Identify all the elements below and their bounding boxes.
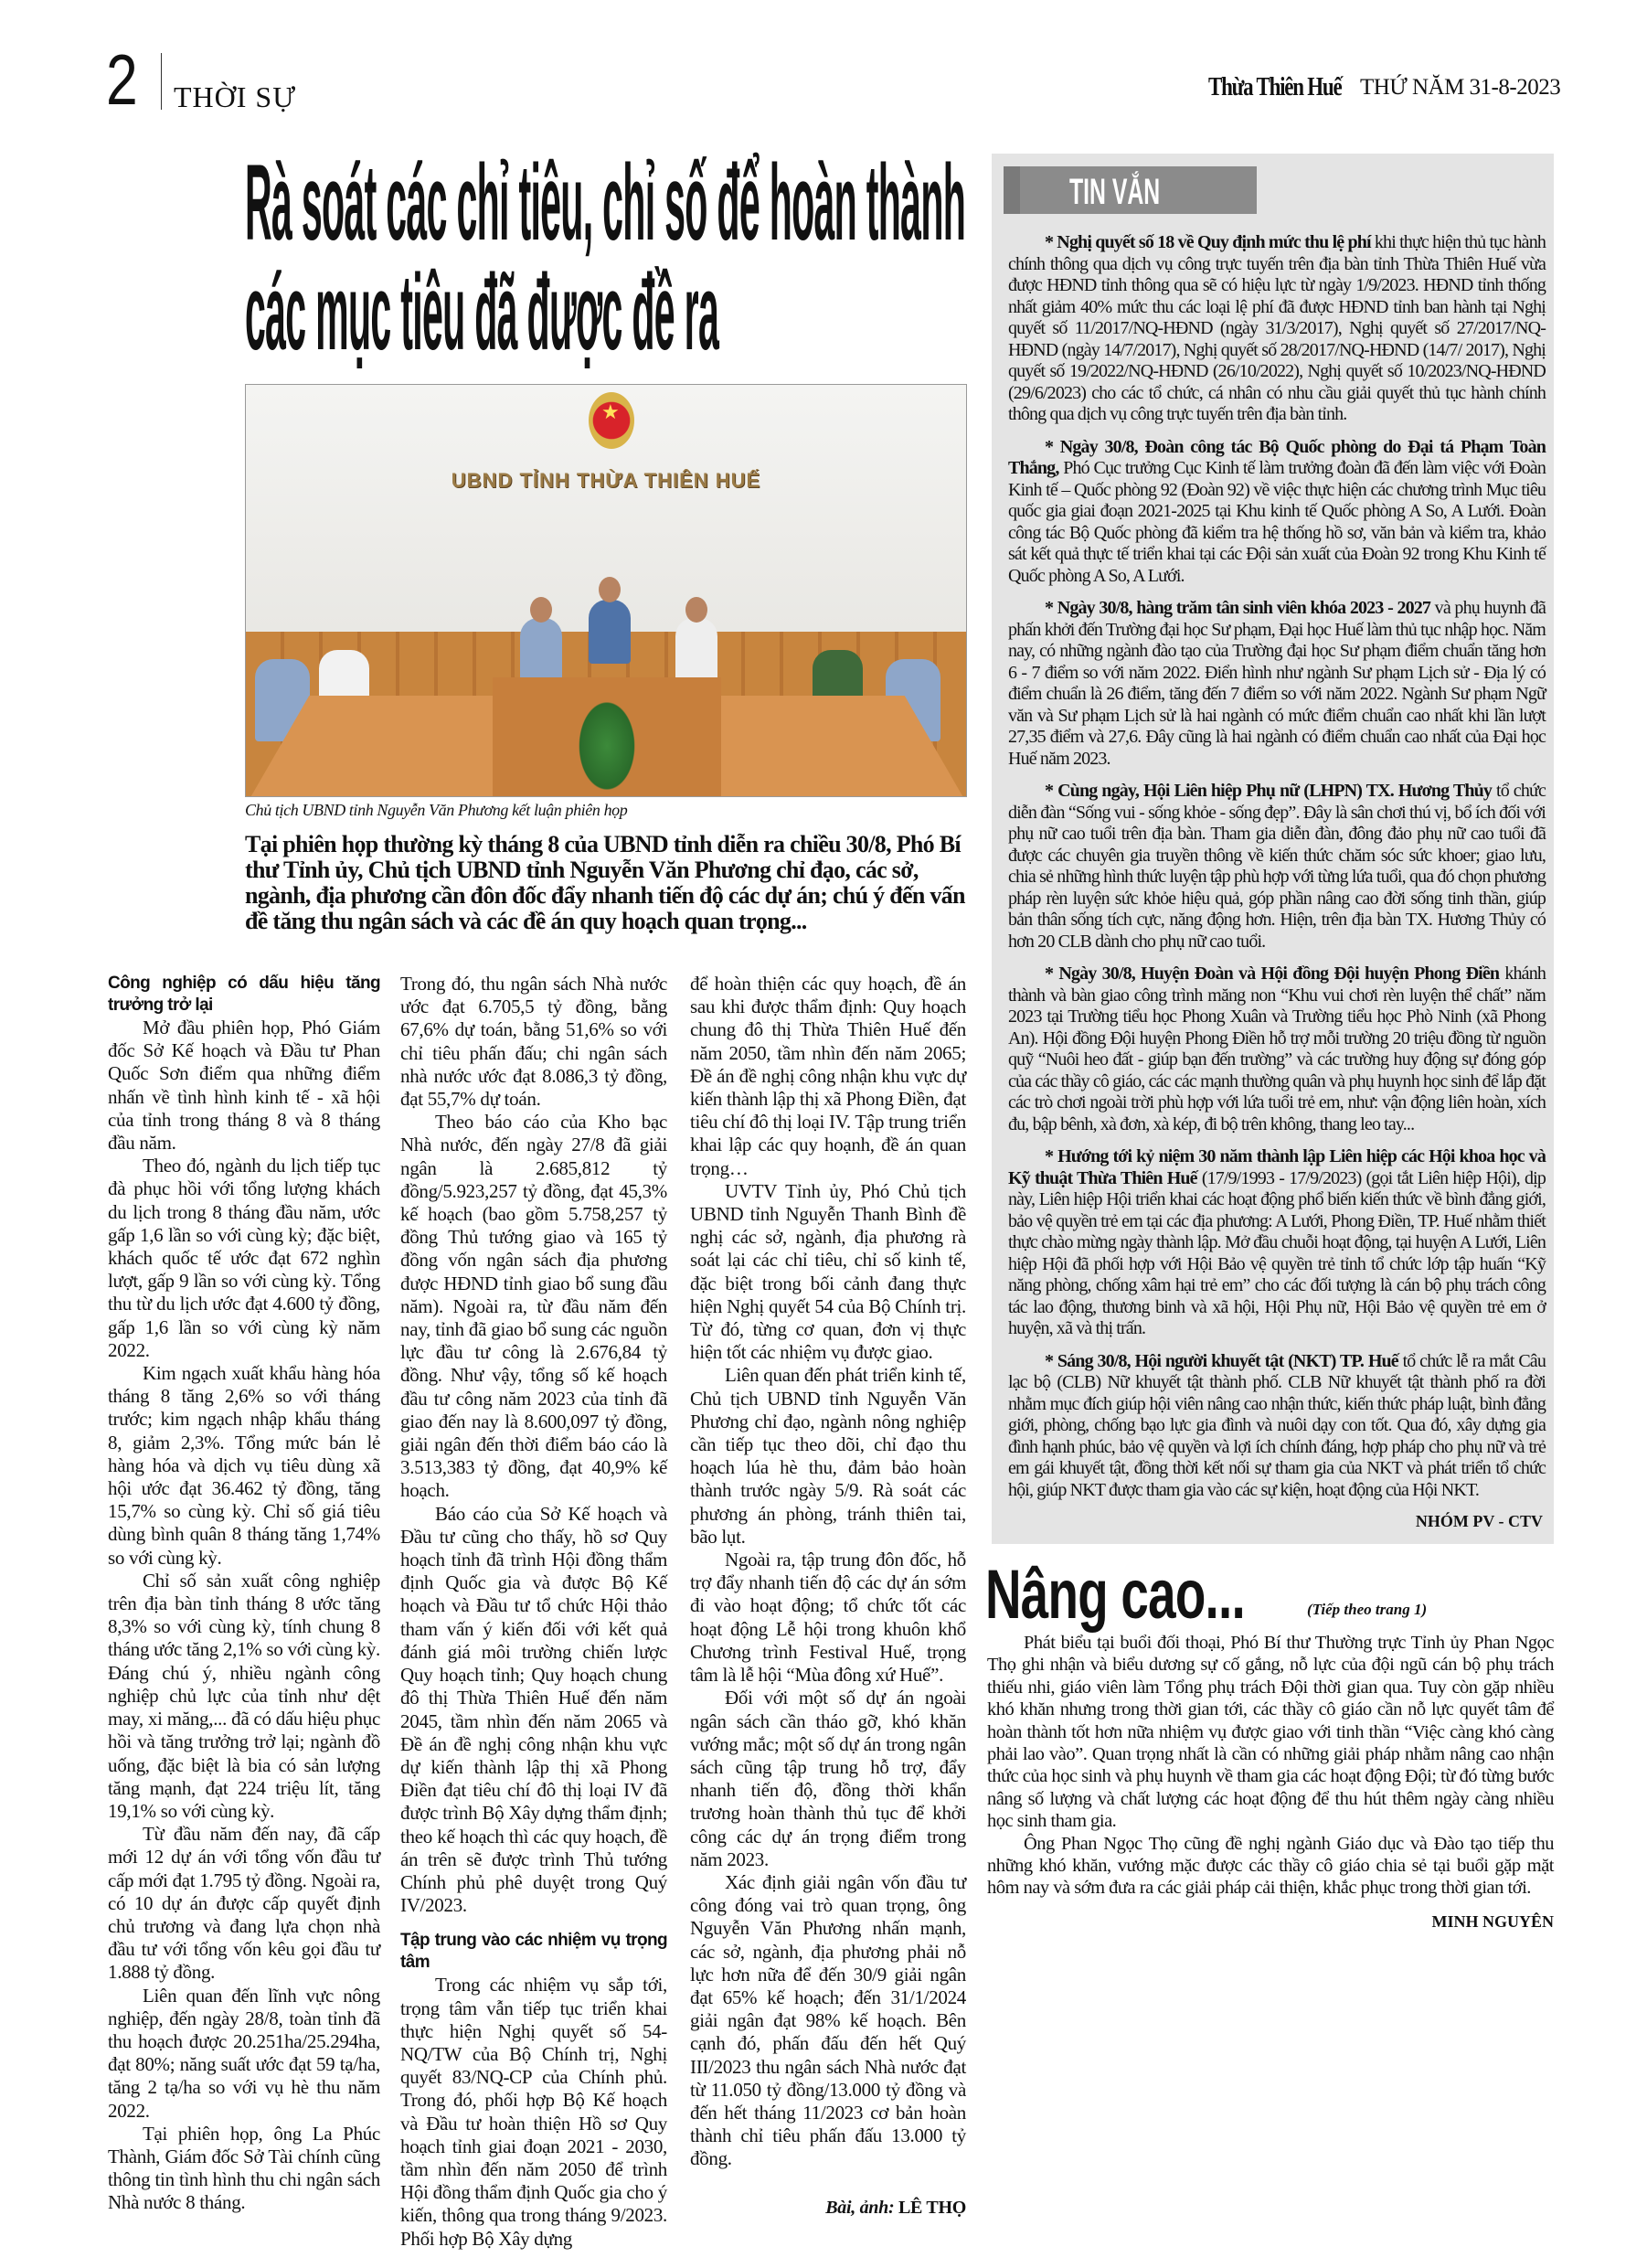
photo-wall-sign: UBND TỈNH THỪA THIÊN HUẾ <box>451 469 761 492</box>
speaker-figure <box>589 600 631 664</box>
news-briefs-signature: NHÓM PV - CTV <box>1415 1512 1543 1530</box>
news-briefs-title: TIN VẮN <box>1069 172 1161 212</box>
headline-line-2: các mục tiêu đã được đề ra <box>245 252 719 373</box>
paragraph: Phát biểu tại buổi đối thoại, Phó Bí thư Thường trực Tỉnh ủy Phan Ngọc Thọ ghi nhận và biểu dương sự cố gắng, nỗ lực của đội ngũ cán bộ phụ trách thiếu nhi, giáo viên làm Tổng phụ trách Đội thời gian qua. Tuy còn gặp nhiều khó khăn nhưng trong thời gian tới, các thầy cô giáo cần nỗ lực quyết tâm để hoàn thành tốt hơn nữa nhiệm vụ được giao với tinh thần “Việc càng khó càng phải lao vào”. Quan trọng nhất là cần có những giải pháp nhằm nâng cao nhận thức của học sinh và phụ huynh về tham gia các hoạt động Đội; từ đó từng bước nâng số lượng và chất lượng các hoạt động để thu hút thêm ngày càng nhiều học sinh tham gia. <box>987 1633 1554 1832</box>
byline-name: LÊ THỌ <box>898 2197 966 2218</box>
news-briefs-tab <box>1004 166 1257 214</box>
brief-item: * Nghị quyết số 18 về Quy định mức thu lệ phí khi thực hiện thủ tục hành chính thông qua dịch vụ công trực tuyến trên địa bàn tỉnh Thừa Thiên Huế vừa được HĐND tỉnh thông qua sẽ có hiệu lực từ ngày 1/9/2023. HĐND tỉnh thống nhất giảm 40% mức thu các loại lệ phí đã được HĐND tỉnh ban hành tại Nghị quyết số 11/2017/NQ-HĐND (ngày 31/3/2017), Nghị quyết số 27/2017/NQ-HĐND (ngày 14/7/2017), Nghị quyết số 28/2017/NQ-HĐND (14/7/ 2017), Nghị quyết số 19/2022/NQ-HĐND (26/10/2022), Nghị quyết số 10/2023/NQ-HĐND (29/6/2023) cho các tổ chức, cá nhân có nhu cầu giải quyết thủ tục hành chính thông qua dịch vụ công trực tuyến trên địa bàn tỉnh. <box>1008 232 1546 424</box>
paragraph: Chỉ số sản xuất công nghiệp trên địa bàn tỉnh tháng 8 ước tăng 8,3% so với cùng kỳ, tính chung 8 tháng ước tăng 2,1% so với cùng kỳ. Đáng chú ý, nhiều ngành công nghiệp chủ lực của tỉnh như dệt may, xi măng,... đã có dấu hiệu phục hồi và tăng trưởng trở lại; ngành đồ uống, đặc biệt là bia có sản lượng tăng mạnh, đạt 224 triệu lít, tăng 19,1% so với cùng kỳ. <box>108 1569 380 1822</box>
plant <box>575 696 639 796</box>
brief-item: * Ngày 30/8, Huyện Đoàn và Hội đồng Đội huyện Phong Điền khánh thành và bàn giao công trình măng non “Khu vui chơi rèn luyện thể chất” năm 2023 tại Trường tiểu học Phong Xuân và Trường tiểu học Phò Ninh (xã Phong An). Hội đồng Đội huyện Phong Điền hỗ trợ mỗi trường 20 triệu đồng từ nguồn quỹ “Nuôi heo đất - giúp bạn đến trường” và các trường huy động sự đóng góp của các thầy cô giáo, các các mạnh thường quân và phụ huynh học sinh để lắp đặt các trò chơi ngoài trời phù hợp với lứa tuổi trẻ em, như: vận động liên hoàn, xích đu, bập bênh, xà đơn, xà kép, đi bộ trên không, thang leo tay... <box>1008 964 1546 1134</box>
issue-date: THỨ NĂM 31-8-2023 <box>1360 75 1561 100</box>
national-emblem-icon: ★ <box>589 392 634 449</box>
brief-item: * Cùng ngày, Hội Liên hiệp Phụ nữ (LHPN) TX. Hương Thủy tổ chức diễn đàn “Sống vui - sống khỏe - sống đẹp”. Đây là sân chơi thú vị, bổ ích đối với phụ nữ cao tuổi trên địa bàn. Tham gia diễn đàn, đông đảo phụ nữ cao tuổi đã được các chuyên gia truyền thông về kiến thức chăm sóc sức khoer; giao lưu, chia sẻ những hình thức luyện tập phù hợp với từng lứa tuổi, qua đó chọn phương pháp rèn luyện sức khỏe hiệu quả, góp phần nâng cao đời sống tinh thần, giúp bản thân sống tích cực, năng động hơn. Hiện, trên địa bàn TX. Hương Thủy có hơn 20 CLB dành cho phụ nữ cao tuổi. <box>1008 781 1546 952</box>
masthead: Thừa Thiên Huế <box>1208 73 1342 101</box>
article-photo <box>245 384 967 797</box>
paragraph: Xác định giải ngân vốn đầu tư công đóng vai trò quan trọng, ông Nguyễn Văn Phương nhấn mạnh, các sở, ngành, địa phương phải nỗ lực hơn nữa để đến 30/9 giải ngân đạt 65% kế hoạch; đến 31/1/2024 giải ngân đạt 98% kế hoạch. Bên cạnh đó, phấn đấu đến hết Quý III/2023 thu ngân sách Nhà nước đạt từ 11.050 tỷ đồng/13.000 tỷ đồng và đến hết tháng 11/2023 cơ bản hoàn thành chỉ tiêu phấn đấu 13.000 tỷ đồng. <box>690 1870 966 2170</box>
paragraph: Báo cáo của Sở Kế hoạch và Đầu tư cũng cho thấy, hồ sơ Quy hoạch tỉnh đã trình Hội đồng thẩm định Quốc gia và được Bộ Kế hoạch và Đầu tư tổ chức Hội thảo tham vấn ý kiến đối với kết quả đánh giá môi trường chiến lược Quy hoạch tỉnh; Quy hoạch chung đô thị Thừa Thiên Huế đến năm 2045, tầm nhìn đến năm 2065 và Đề án đề nghị công nhận khu vực dự kiến thành lập thị xã Phong Điền đạt tiêu chí đô thị loại IV đã được trình Bộ Xây dựng thẩm định; theo kế hoạch thì các quy hoạch, đề án trên sẽ được trình Thủ tướng Chính phủ phê duyệt trong Quý IV/2023. <box>400 1502 667 1917</box>
continued-from-note: (Tiếp theo trang 1) <box>1307 1601 1428 1618</box>
paragraph: Trong đó, thu ngân sách Nhà nước ước đạt 6.705,5 tỷ đồng, bằng 67,6% dự toán, bằng 51,6% so với chỉ tiêu phấn đấu; chi ngân sách nhà nước ước đạt 8.086,3 tỷ đồng, đạt 55,7% dự toán. <box>400 973 667 1111</box>
news-briefs-list <box>1008 232 1546 1501</box>
paragraph: Liên quan đến lĩnh vực nông nghiệp, đến ngày 28/8, toàn tỉnh đã thu hoạch được 20.251ha/25.294ha, đạt 80%; năng suất ước đạt 59 tạ/ha, tăng 2 tạ/ha so với vụ hè thu năm 2022. <box>108 1984 380 2122</box>
continued-article <box>985 1556 1554 1932</box>
subheading: Tập trung vào các nhiệm vụ trọng tâm <box>400 1931 667 1973</box>
section-name: THỜI SỰ <box>174 80 297 113</box>
paragraph: Đối với một số dự án ngoài ngân sách cần tháo gỡ, khó khăn vướng mắc; một số dự án trong ngân sách cũng tập trung hỗ trợ, đẩy nhanh tiến độ, đồng thời khẩn trương hoàn thành thủ tục để khởi công các dự án trọng điểm trong năm 2023. <box>690 1687 966 1870</box>
subheading: Công nghiệp có dấu hiệu tăng trưởng trở lại <box>108 974 380 1015</box>
article-lead: Tại phiên họp thường kỳ tháng 8 của UBND tỉnh diễn ra chiều 30/8, Phó Bí thư Tỉnh ủy, Chủ tịch UBND tỉnh Nguyễn Văn Phương chỉ đạo, các sở, ngành, địa phương cần đôn đốc đẩy nhanh tiến độ các dự án; chú ý đến vấn đề tăng thu ngân sách và các đề án quy hoạch quan trọng... <box>245 831 965 934</box>
paragraph: Trong các nhiệm vụ sắp tới, trọng tâm vẫn tiếp tục triển khai thực hiện Nghị quyết số 54-NQ/TW của Bộ Chính trị, Nghị quyết 83/NQ-CP của Chính phủ. Trong đó, phối hợp Bộ Kế hoạch và Đầu tư hoàn thiện Hồ sơ Quy hoạch tỉnh giai đoạn 2021 - 2030, tầm nhìn đến năm 2050 để trình Hội đồng thẩm định Quốc gia cho ý kiến, thông qua trong tháng 9/2023. Phối hợp Bộ Xây dựng <box>400 1974 667 2250</box>
article-column-2 <box>400 973 667 2251</box>
brief-item: * Sáng 30/8, Hội người khuyết tật (NKT) TP. Huế tổ chức lễ ra mắt Câu lạc bộ (CLB) Nữ khuyết tật thành phố. CLB Nữ khuyết tật thành phố ra đời nhằm mục đích giúp hội viên nâng cao nhận thức, kiến thức pháp luật, bình đẳng giới, phòng, chống bạo lực gia đình và nuôi dạy con tốt. Qua đó, xây dựng gia đình hạnh phúc, bảo vệ quyền và lợi ích chính đáng, hợp pháp cho phụ nữ và trẻ em gái khuyết tật, đồng thời kết nối sự tham gia của NKT và phát triển tổ chức hội, giúp NKT được tham gia vào các sự kiện, hoạt động của Hội NKT. <box>1008 1350 1546 1500</box>
paragraph: Theo đó, ngành du lịch tiếp tục đà phục hồi với tổng lượng khách du lịch trong 8 tháng đầu năm, ước gấp 1,6 lần so với cùng kỳ; đặc biệt, khách quốc tế ước đạt 672 nghìn lượt, gấp 9 lần so với cùng kỳ. Tổng thu từ du lịch ước đạt 4.600 tỷ đồng, gấp 1,6 lần so với cùng kỳ năm 2022. <box>108 1155 380 1361</box>
attendee-figure <box>675 618 717 682</box>
headline-line-1: Rà soát các chỉ tiêu, chỉ số để hoàn thành <box>245 143 966 263</box>
brief-item: * Hướng tới kỷ niệm 30 năm thành lập Liên hiệp các Hội khoa học và Kỹ thuật Thừa Thiên Huế (17/9/1993 - 17/9/2023) (gọi tắt Liên hiệp Hội), dịp này, Liên hiệp Hội triển khai các hoạt động phổ biến kiến thức về bình đẳng giới, bảo vệ quyền trẻ em tại các địa phương: A Lưới, Phong Điền, TP. Huế nhằm thiết thực chào mừng ngày thành lập. Mở đầu chuỗi hoạt động, tại huyện A Lưới, Liên hiệp Hội đã phối hợp với Hội Bảo vệ quyền trẻ tỉnh tổ chức lớp tập huấn “Kỹ năng phòng, chống xâm hại trẻ em” cho các đối tượng là cán bộ phụ trách công tác lao động, thương binh và xã hội, Hội Phụ nữ, Hội Bảo vệ quyền trẻ em ở huyện, xã và thị trấn. <box>1008 1146 1546 1338</box>
paragraph: Kim ngạch xuất khẩu hàng hóa tháng 8 tăng 2,6% so với tháng trước; kim ngạch nhập khẩu tháng 8, giảm 2,3%. Tổng mức bán lẻ hàng hóa và dịch vụ tiêu dùng xã hội ước đạt 36.462 tỷ đồng, tăng 15,7% so cùng kỳ. Chỉ số giá tiêu dùng bình quân 8 tháng tăng 1,74% so với cùng kỳ. <box>108 1362 380 1569</box>
paragraph: Ngoài ra, tập trung đôn đốc, hỗ trợ đẩy nhanh tiến độ các dự án sớm đi vào hoạt động; tổ chức tốt các hoạt động Lễ hội trong khuôn khổ Chương trình Festival Huế, trọng tâm là lễ hội “Mùa đông xứ Huế”. <box>690 1549 966 1687</box>
paragraph: Từ đầu năm đến nay, đã cấp mới 12 dự án với tổng vốn đầu tư cấp mới đạt 1.795 tỷ đồng. Ngoài ra, có 10 dự án được cấp quyết định chủ trương và đang lựa chọn nhà đầu tư với tổng vốn kêu gọi đầu tư 1.888 tỷ đồng. <box>108 1823 380 1984</box>
header-divider <box>161 53 162 110</box>
article-column-3 <box>690 973 966 2220</box>
byline-label: Bài, ảnh: <box>825 2197 895 2218</box>
paragraph: Ông Phan Ngọc Thọ cũng đề nghị ngành Giáo dục và Đào tạo tiếp thu những khó khăn, vướng mặc được các thầy cô giáo chia sẻ tại buổi gặp mặt hôm nay và sớm đưa ra các giải pháp cải thiện, khắc phục trong thời gian tới. <box>987 1833 1554 1899</box>
continued-article-header <box>985 1556 1554 1634</box>
continued-article-body <box>987 1632 1554 1900</box>
article-column-1 <box>108 973 380 2215</box>
speaker-head <box>599 577 621 602</box>
brief-item: * Ngày 30/8, hàng trăm tân sinh viên khóa 2023 - 2027 và phụ huynh đã phấn khởi đến Trường đại học Sư phạm, Đại học Huế làm thủ tục nhập học. Năm nay, có những ngành đào tạo của Trường đại học Sư phạm điểm chuẩn tăng hơn 6 - 7 điểm so với năm 2022. Điển hình như ngành Sư phạm Lịch sử - Địa lý có điểm chuẩn là 26 điểm, tăng đến 7 điểm so với năm 2022. Ngành Sư phạm Ngữ văn và Sư phạm Lịch sử là hai ngành có mức điểm chuẩn cao nhất khi lần lượt 27,35 điểm và 27,6. Đây cũng là hai ngành có điểm chuẩn cao nhất của Đại học Huế năm 2023. <box>1008 598 1546 769</box>
attendee-figure <box>520 618 562 682</box>
paragraph: để hoàn thiện các quy hoạch, đề án sau khi được thẩm định: Quy hoạch chung đô thị Thừa Thiên Huế đến năm 2050, tầm nhìn đến năm 2065; Đề án đề nghị công nhận khu vực dự kiến thành lập thị xã Phong Điền, đạt tiêu chí đô thị loại IV. Tập trung triển khai lập các quy hoạnh, đề án quan trọng… <box>690 973 966 1179</box>
brief-item: * Ngày 30/8, Đoàn công tác Bộ Quốc phòng do Đại tá Phạm Toàn Thắng, Phó Cục trưởng Cục Kinh tế làm trưởng đoàn đã đến làm việc với Đoàn Kinh tế – Quốc phòng 92 (Đoàn 92) về việc thực hiện các chương trình Mục tiêu quốc gia giai đoạn 2021-2025 tại Khu kinh tế Quốc phòng A So, A Lưới. Đoàn công tác Bộ Quốc phòng đã kiểm tra hệ thống hồ sơ, văn bản và kiểm tra, khảo sát kết quả thực tế triển khai tại các Đội sản xuất của Đoàn 92 trong Khu Kinh tế Quốc phòng A So, A Lưới. <box>1008 436 1546 586</box>
article-byline <box>690 2197 966 2220</box>
paragraph: Liên quan đến phát triển kinh tế, Chủ tịch UBND tỉnh Nguyễn Văn Phương chỉ đạo, ngành nông nghiệp cần tiếp tục theo dõi, chỉ đạo thu hoạch lúa hè thu, đảm bảo hoàn thành trước ngày 5/9. Rà soát các phương án phòng, tránh thiên tai, bão lụt. <box>690 1364 966 1548</box>
page-number: 2 <box>106 39 138 120</box>
article-headline <box>245 143 967 377</box>
continued-article-title: Nâng cao... <box>985 1556 1245 1634</box>
right-column <box>985 154 1554 1932</box>
attendee-head <box>685 597 707 623</box>
paragraph: UVTV Tỉnh ủy, Phó Chủ tịch UBND tỉnh Nguyễn Thanh Bình đề nghị các sở, ngành, địa phương rà soát lại các chỉ tiêu, chỉ số kinh tế, đặc biệt trong bối cảnh đang thực hiện Nghị quyết 54 của Bộ Chính trị. Từ đó, từng cơ quan, đơn vị thực hiện tốt các nhiệm vụ được giao. <box>690 1179 966 1364</box>
continued-article-signature: MINH NGUYÊN <box>1431 1911 1554 1931</box>
paragraph: Theo báo cáo của Kho bạc Nhà nước, đến ngày 27/8 đã giải ngân là 2.685,812 tỷ đồng/5.923,257 tỷ đồng, đạt 45,3% kế hoạch (bao gồm 5.758,257 tỷ đồng Thủ tướng giao và 165 tỷ đồng vốn ngân sách địa phương được HĐND tỉnh giao bổ sung đầu năm). Ngoài ra, từ đầu năm đến nay, tỉnh đã giao bổ sung các nguồn lực đầu tư công là 2.676,84 tỷ đồng. Như vậy, tổng số kế hoạch đầu tư công năm 2023 của tỉnh đã giao đến nay là 8.600,097 tỷ đồng, giải ngân đến thời điểm báo cáo là 3.513,383 tỷ đồng, đạt 40,9% kế hoạch. <box>400 1111 667 1502</box>
paragraph: Mở đầu phiên họp, Phó Giám đốc Sở Kế hoạch và Đầu tư Phan Quốc Sơn điểm qua những điểm nhấn về tình hình kinh tế - xã hội của tỉnh trong tháng 8 và 8 tháng đầu năm. <box>108 1017 380 1155</box>
news-briefs-box <box>992 154 1554 1544</box>
photo-caption: Chủ tịch UBND tỉnh Nguyễn Văn Phương kết luận phiên họp <box>245 801 628 819</box>
paragraph: Tại phiên họp, ông La Phúc Thành, Giám đốc Sở Tài chính cũng thông tin tình hình thu chi ngân sách Nhà nước 8 tháng. <box>108 2122 380 2214</box>
attendee-head <box>530 597 552 623</box>
